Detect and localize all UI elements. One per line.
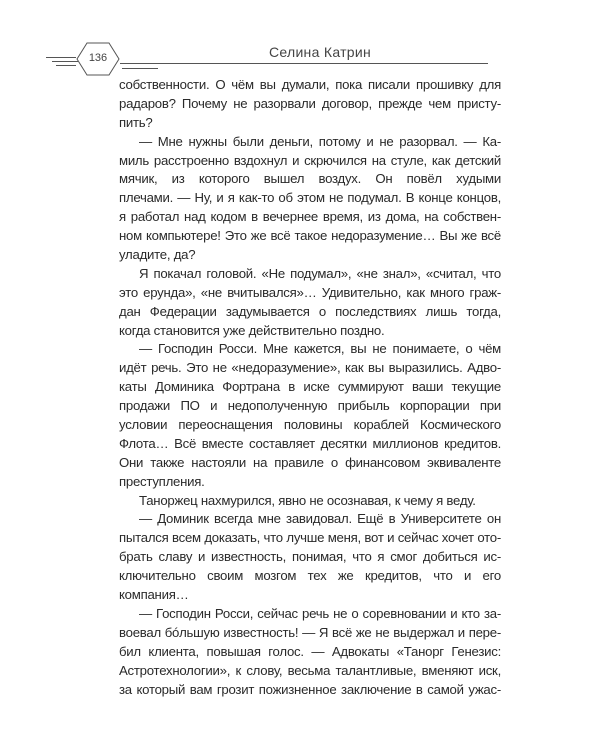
text-line: Они также настояли на правиле о финансовом эквиваленте xyxy=(119,454,501,470)
text-line: воевал бóльшую известность! — Я всё же не выдержал и пере- xyxy=(119,624,501,640)
text-line: мячик, из которого вышел воздух. Он повёл худыми xyxy=(119,171,501,187)
header-ornament-line xyxy=(122,68,158,69)
text-line: — Доминик всегда мне завидовал. Ещё в Университете он xyxy=(139,511,501,527)
text-line: пить? xyxy=(119,114,153,130)
text-line: я работал над кодом в вечернее время, из дома, на собствен- xyxy=(119,209,501,225)
body-text xyxy=(119,76,501,699)
header-ornament-line xyxy=(46,57,76,58)
text-line: идёт речь. Это не «недоразумение», как вы выразились. Адво- xyxy=(119,360,501,376)
text-line: дан Федерации задумывается о последствиях лишь тогда, xyxy=(119,303,501,319)
text-line: бил клиента, повышая голос. — Адвокаты «Танорг Генезис: xyxy=(119,643,501,659)
text-line: это ерунда», «не вчитывался»… Удивительно, как много граж- xyxy=(119,284,501,300)
text-line: преступления. xyxy=(119,473,205,489)
text-line: каты Доминика Фортрана в иске суммируют ваши текущие xyxy=(119,379,501,395)
header-ornament-line xyxy=(52,61,78,62)
text-line: пытался всем доказать, что лучше меня, вот и сейчас хочет ото- xyxy=(119,530,501,546)
text-line: уладите, да? xyxy=(119,247,196,263)
text-line: собственности. О чём вы думали, пока писали прошивку для xyxy=(119,77,501,92)
header-rule xyxy=(120,63,488,64)
text-line: ном компьютере! Это же всё такое недоразумение… Вы же всё xyxy=(119,228,501,244)
page-number: 136 xyxy=(88,52,108,64)
text-line: радаров? Почему не разорвали договор, прежде чем присту- xyxy=(119,95,501,111)
text-line: — Мне нужны были деньги, потому и не разорвал. — Ка- xyxy=(139,133,501,149)
text-line: — Господин Росси. Мне кажется, вы не понимаете, о чём xyxy=(139,341,501,357)
text-line: Флота… Всё вместе составляет десятки миллионов кредитов. xyxy=(119,435,501,451)
text-line: плечами. — Ну, и я как-то об этом не подумал. В конце концов, xyxy=(119,190,501,206)
text-line: — Господин Росси, сейчас речь не о соревновании и кто за- xyxy=(139,605,501,621)
text-line: условии переоснащения половины кораблей Космического xyxy=(119,417,501,433)
running-title-author: Селина Катрин xyxy=(268,44,372,60)
text-line: за который вам грозит пожизненное заключение в самой ужас- xyxy=(119,681,501,697)
text-line: компания… xyxy=(119,587,189,603)
header-ornament-line xyxy=(56,65,76,66)
text-line: Астротехнологии», к слову, весьма талантливые, вменяют иск, xyxy=(119,662,501,678)
text-line: Таноржец нахмурился, явно не осознавая, к чему я веду. xyxy=(139,492,476,508)
text-line: продажи ПО и недополученную прибыль корпорации при xyxy=(119,398,501,414)
text-line: когда становится уже действительно поздно. xyxy=(119,322,385,338)
text-line: брать славу и известность, понимая, что я смог добиться ис- xyxy=(119,549,501,565)
text-line: Я покачал головой. «Не подумал», «не знал», «считал, что xyxy=(139,265,501,281)
text-line: ключительно своим мозгом тех же кредитов, что и его xyxy=(119,568,501,584)
text-line: миль расстроенно вздохнул и скрючился на стуле, как детский xyxy=(119,152,501,168)
